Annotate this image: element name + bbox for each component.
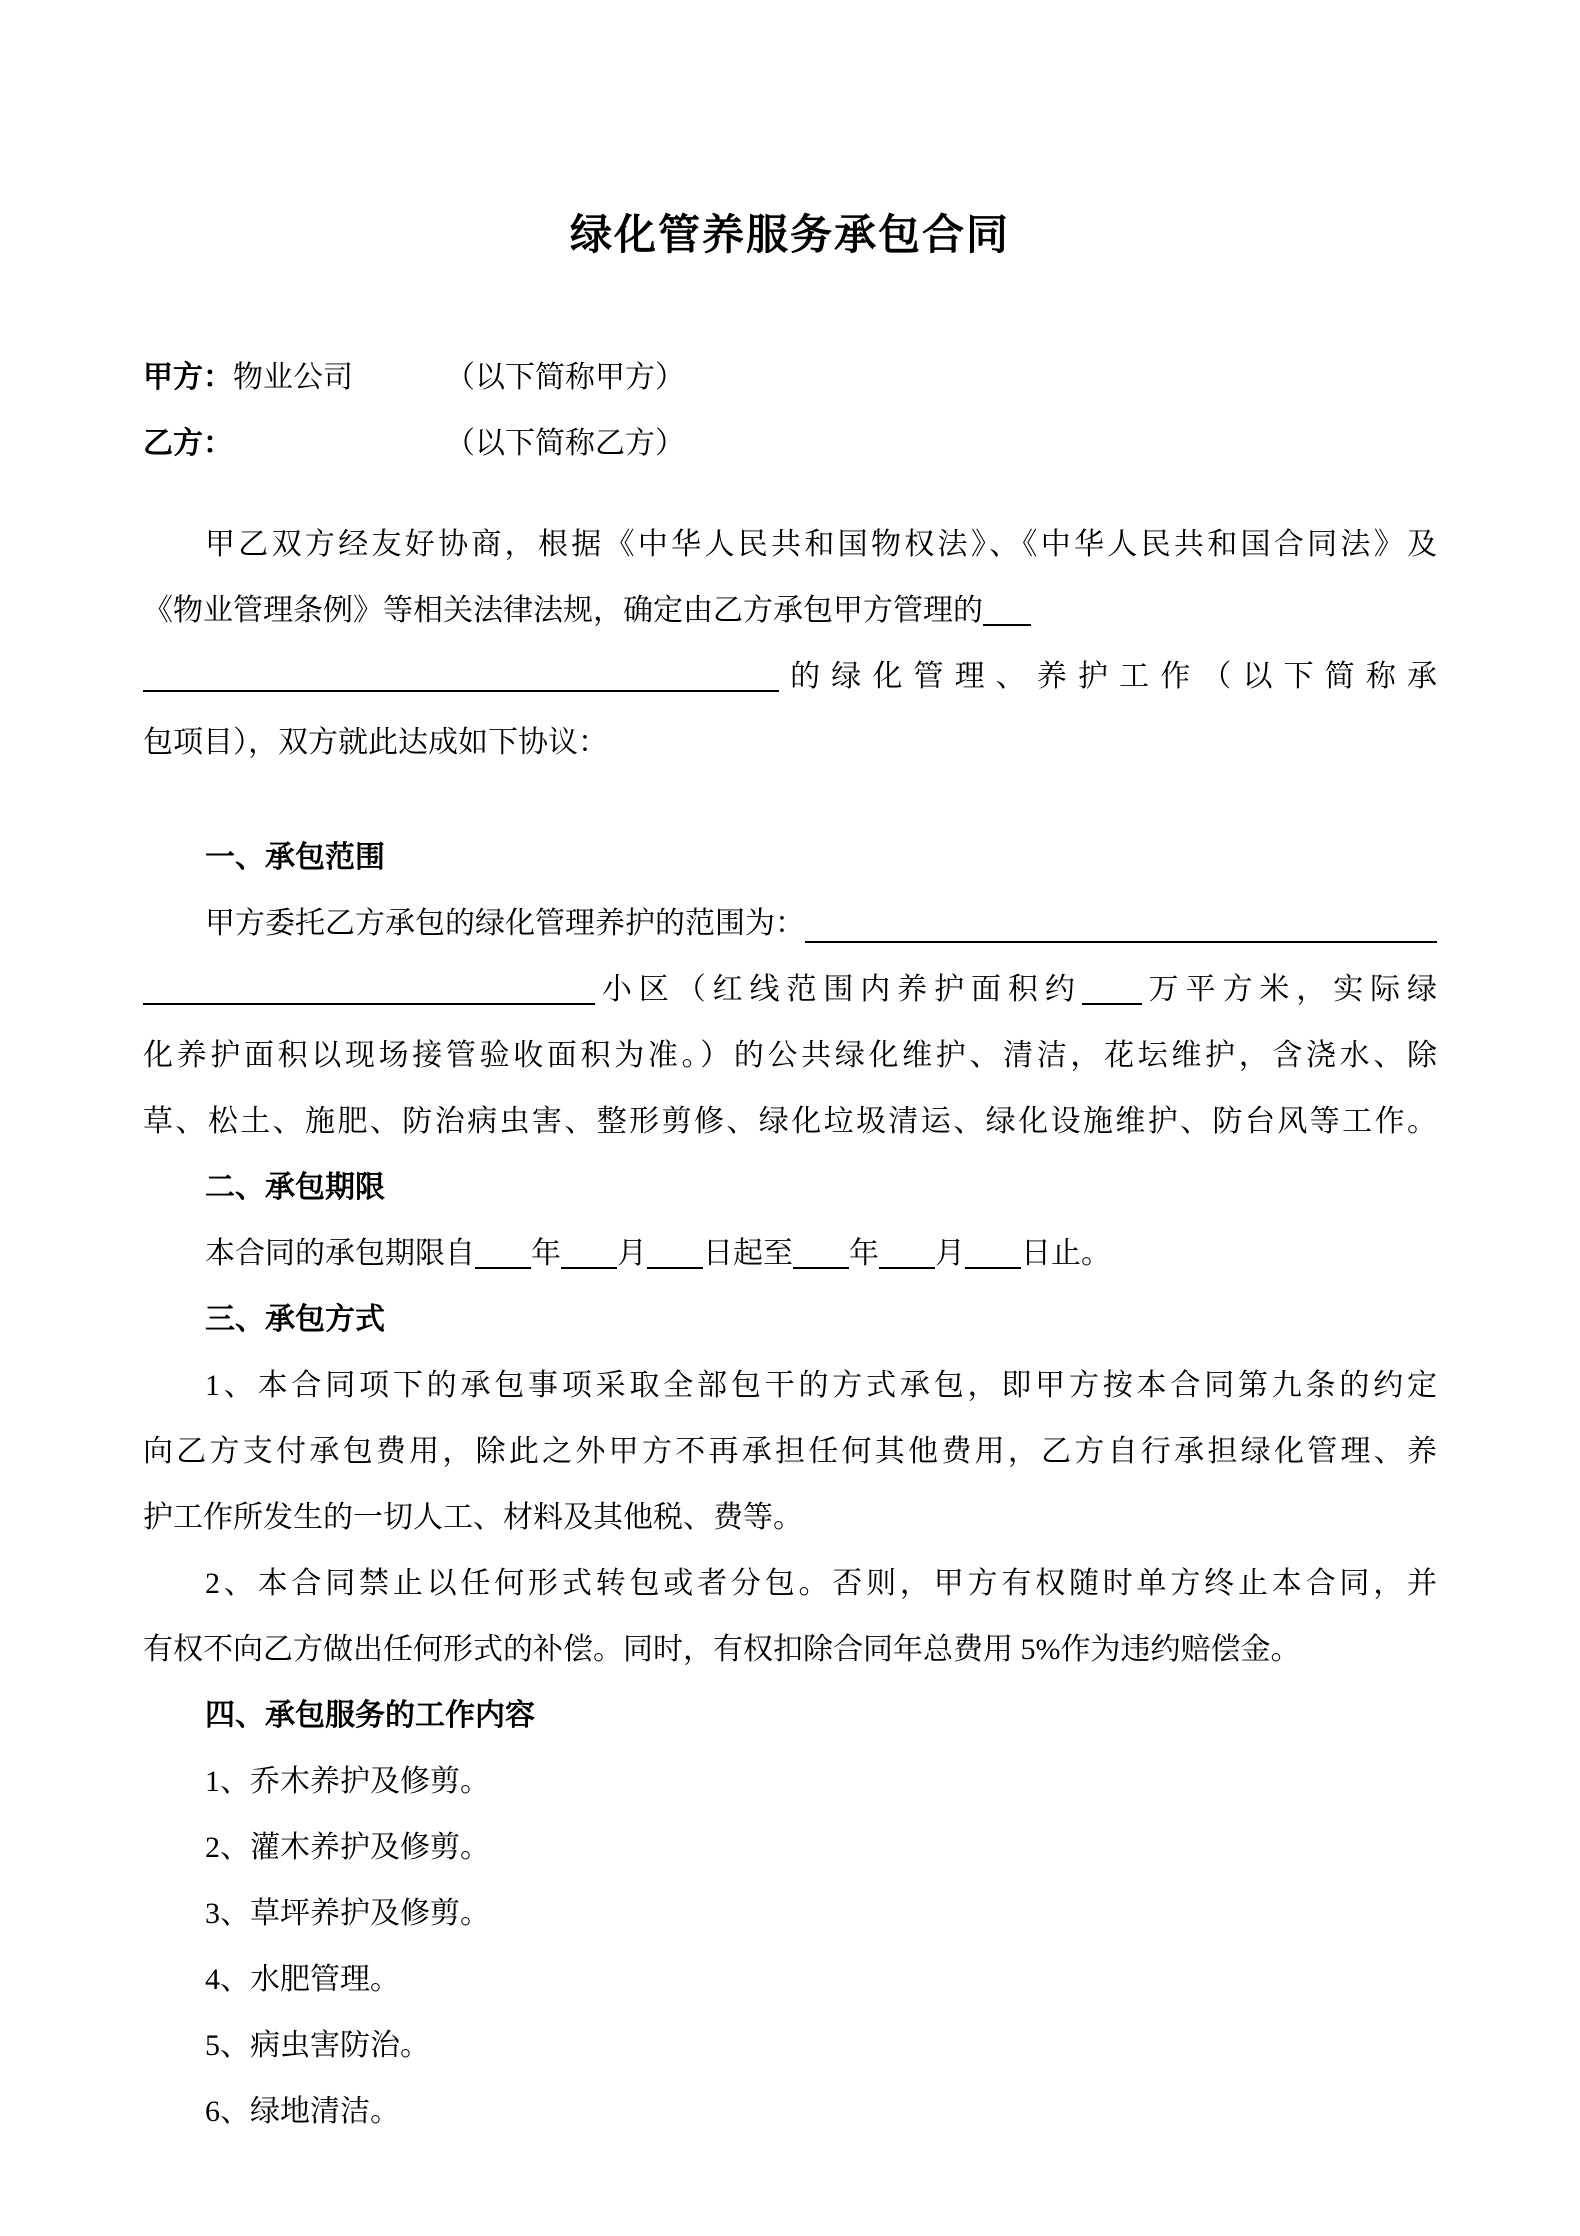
scope-line-2-text-b: 万平方米，实际绿 — [1141, 973, 1438, 1006]
party-a-left — [143, 345, 445, 411]
term-year1: 年 — [531, 1237, 561, 1270]
preamble-line-1: 甲乙双方经友好协商，根据《中华人民共和国物权法》、《中华人民共和国合同法》及 — [205, 528, 1437, 561]
preamble-line-3 — [143, 644, 1437, 710]
party-a-name: 物业公司 — [233, 361, 353, 394]
blank-field — [561, 1267, 617, 1269]
section-term — [143, 1155, 1437, 1287]
term-day-end: 日止。 — [1021, 1237, 1111, 1270]
blank-field — [475, 1267, 531, 1269]
section-term-heading: 二、承包期限 — [205, 1171, 385, 1204]
scope-line-2-text-a: 小区（红线范围内养护面积约 — [595, 973, 1082, 1006]
scope-line-1-text: 甲方委托乙方承包的绿化管理养护的范围为： — [205, 907, 805, 940]
blank-field — [1082, 1003, 1142, 1005]
method-p2-line-2: 有权不向乙方做出任何形式的补偿。同时，有权扣除合同年总费用 5%作为违约赔偿金。 — [143, 1633, 1301, 1666]
blank-field — [983, 624, 1031, 626]
blank-field — [805, 891, 1437, 943]
blank-field — [965, 1267, 1021, 1269]
term-day-from: 日起至 — [703, 1237, 793, 1270]
method-p2-line-1: 2、本合同禁止以任何形式转包或者分包。否则，甲方有权随时单方终止本合同，并 — [205, 1567, 1437, 1600]
scope-line-3: 化养护面积以现场接管验收面积为准。）的公共绿化维护、清洁，花坛维护，含浇水、除 — [143, 1039, 1437, 1072]
section-method — [143, 1287, 1437, 1683]
content-item: 1、乔木养护及修剪。 — [205, 1765, 490, 1798]
scope-line-1 — [143, 891, 1437, 957]
preamble-line-2-text: 《物业管理条例》等相关法律法规，确定由乙方承包甲方管理的 — [143, 594, 983, 627]
party-a-alias: （以下简称甲方） — [445, 361, 685, 394]
blank-field — [879, 1267, 935, 1269]
preamble-line-4: 包项目），双方就此达成如下协议： — [143, 726, 608, 759]
method-p1-line-3: 护工作所发生的一切人工、材料及其他税、费等。 — [143, 1501, 803, 1534]
section-scope-heading: 一、承包范围 — [205, 841, 385, 874]
scope-line-4: 草、松土、施肥、防治病虫害、整形剪修、绿化垃圾清运、绿化设施维护、防台风等工作。 — [143, 1105, 1437, 1138]
blank-field — [793, 1267, 849, 1269]
blank-field — [143, 690, 779, 692]
section-content — [143, 1683, 1437, 2145]
parties-block — [143, 345, 1437, 477]
section-method-heading: 三、承包方式 — [205, 1303, 385, 1336]
party-b-label: 乙方： — [143, 427, 233, 460]
content-item: 5、病虫害防治。 — [205, 2029, 430, 2062]
party-a-line — [143, 345, 1437, 411]
term-lead: 本合同的承包期限自 — [205, 1237, 475, 1270]
method-p1-line-2: 向乙方支付承包费用，除此之外甲方不再承担任何其他费用，乙方自行承担绿化管理、养 — [143, 1435, 1437, 1468]
section-content-heading: 四、承包服务的工作内容 — [205, 1699, 535, 1732]
content-item: 2、灌木养护及修剪。 — [205, 1831, 490, 1864]
method-p1-line-1: 1、本合同项下的承包事项采取全部包干的方式承包，即甲方按本合同第九条的约定 — [205, 1369, 1437, 1402]
content-item: 4、水肥管理。 — [205, 1963, 400, 1996]
term-line — [143, 1221, 1437, 1287]
party-b-left — [143, 411, 445, 477]
party-b-line — [143, 411, 1437, 477]
party-a-label: 甲方： — [143, 361, 233, 394]
term-month1: 月 — [617, 1237, 647, 1270]
content-item: 6、绿地清洁。 — [205, 2095, 400, 2128]
scope-line-2 — [143, 957, 1437, 1023]
party-b-alias: （以下简称乙方） — [445, 427, 685, 460]
content-item: 3、草坪养护及修剪。 — [205, 1897, 490, 1930]
blank-field — [143, 1003, 595, 1005]
preamble-paragraph — [143, 512, 1437, 776]
blank-field — [647, 1267, 703, 1269]
preamble-line-2 — [143, 578, 1437, 644]
section-scope — [143, 825, 1437, 1155]
term-month2: 月 — [935, 1237, 965, 1270]
document-title: 绿化管养服务承包合同 — [569, 213, 1010, 259]
term-year2: 年 — [849, 1237, 879, 1270]
preamble-line-3-text: 的绿化管理、养护工作（以下简称承 — [779, 660, 1437, 693]
